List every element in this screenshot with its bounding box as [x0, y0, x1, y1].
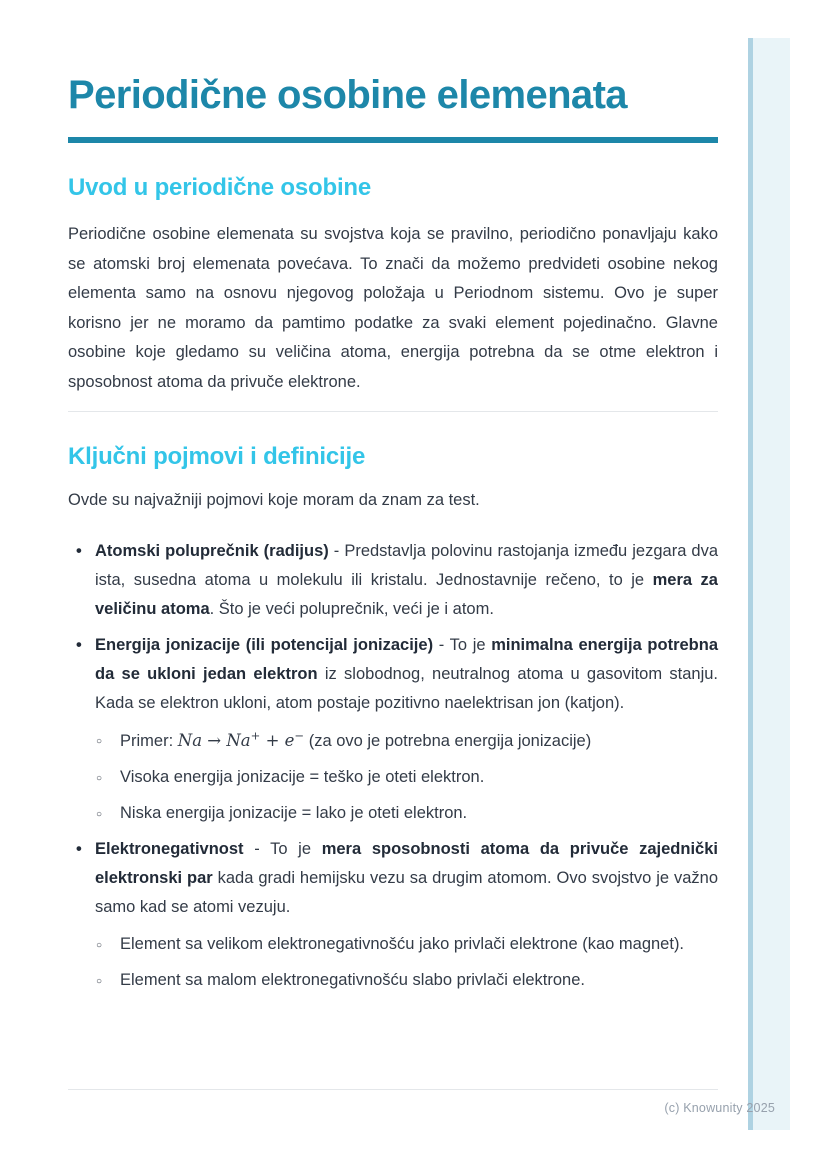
sub-item-text: Element sa malom elektronegativnošću slabo privlači elektrone. — [120, 971, 585, 990]
footer-credit: (c) Knowunity 2025 — [664, 1101, 775, 1115]
sub-item-text: Element sa velikom elektronegativnošću jako privlači elektrone (kao magnet). — [120, 935, 685, 954]
sub-item-text: Primer: Na → Na+ + e− (za ovo je potrebna energija jonizacije) — [120, 728, 592, 751]
intro-section-heading: Uvod u periodične osobine — [68, 174, 372, 202]
sub-list-item — [95, 930, 718, 959]
intro-paragraph: Periodične osobine elemenata su svojstva koja se pravilno, periodično ponavljaju kako se atomski broj elemenata povećava. To znači da možemo predvideti osobine nekog elementa samo na osnovu njegovog položaja u Periodnom sistemu. Ovo je super korisno jer ne moramo da pamtimo podatke za svaki element pojedinačno. Glavne osobine koje gledamo su veličina atoma, energija potrebna da se otme elektron i sposobnost atoma da privuče elektrone. — [68, 225, 718, 391]
sub-list-item — [95, 763, 718, 792]
footer-divider — [68, 1089, 718, 1090]
page-accent-bar — [748, 38, 790, 1130]
list-item — [68, 631, 718, 828]
list-item — [68, 835, 718, 995]
term-text: Elektronegativnost - To je mera sposobnosti atoma da privuče zajednički elektronski par kada gradi hemijsku vezu sa drugim atomom. Ovo svojstvo je važno samo kad se atomi vezuju. — [95, 840, 718, 917]
sub-list-item — [95, 726, 718, 756]
sub-list-item — [95, 966, 718, 995]
sub-list — [95, 726, 718, 828]
term-text: Energija jonizacije (ili potencijal jonizacije) - To je minimalna energija potrebna da se ukloni jedan elektron iz slobodnog, neutralnog atoma u gasovitom stanju. Kada se elektron ukloni, atom postaje pozitivno naelektrisan jon (katjon). — [95, 636, 718, 713]
title-rule — [68, 137, 718, 143]
sub-list-item — [95, 799, 718, 828]
list-item — [68, 537, 718, 624]
terms-section-heading: Ključni pojmovi i definicije — [68, 443, 366, 471]
key-terms-list — [68, 537, 718, 995]
page-title: Periodične osobine elemenata — [68, 73, 627, 117]
document-page — [68, 0, 718, 1002]
section-divider — [68, 411, 718, 412]
sub-item-text: Niska energija jonizacije = lako je oteti elektron. — [120, 804, 468, 823]
terms-intro: Ovde su najvažniji pojmovi koje moram da znam za test. — [68, 491, 480, 510]
sub-item-text: Visoka energija jonizacije = teško je oteti elektron. — [120, 768, 485, 787]
term-text: Atomski poluprečnik (radijus) - Predstavlja polovinu rastojanja između jezgara dva ista, susedna atoma u molekulu ili kristalu. Jednostavnije rečeno, to je mera za veličinu atoma. Što je veći poluprečnik, veći je i atom. — [95, 542, 718, 619]
sub-list — [95, 930, 718, 995]
